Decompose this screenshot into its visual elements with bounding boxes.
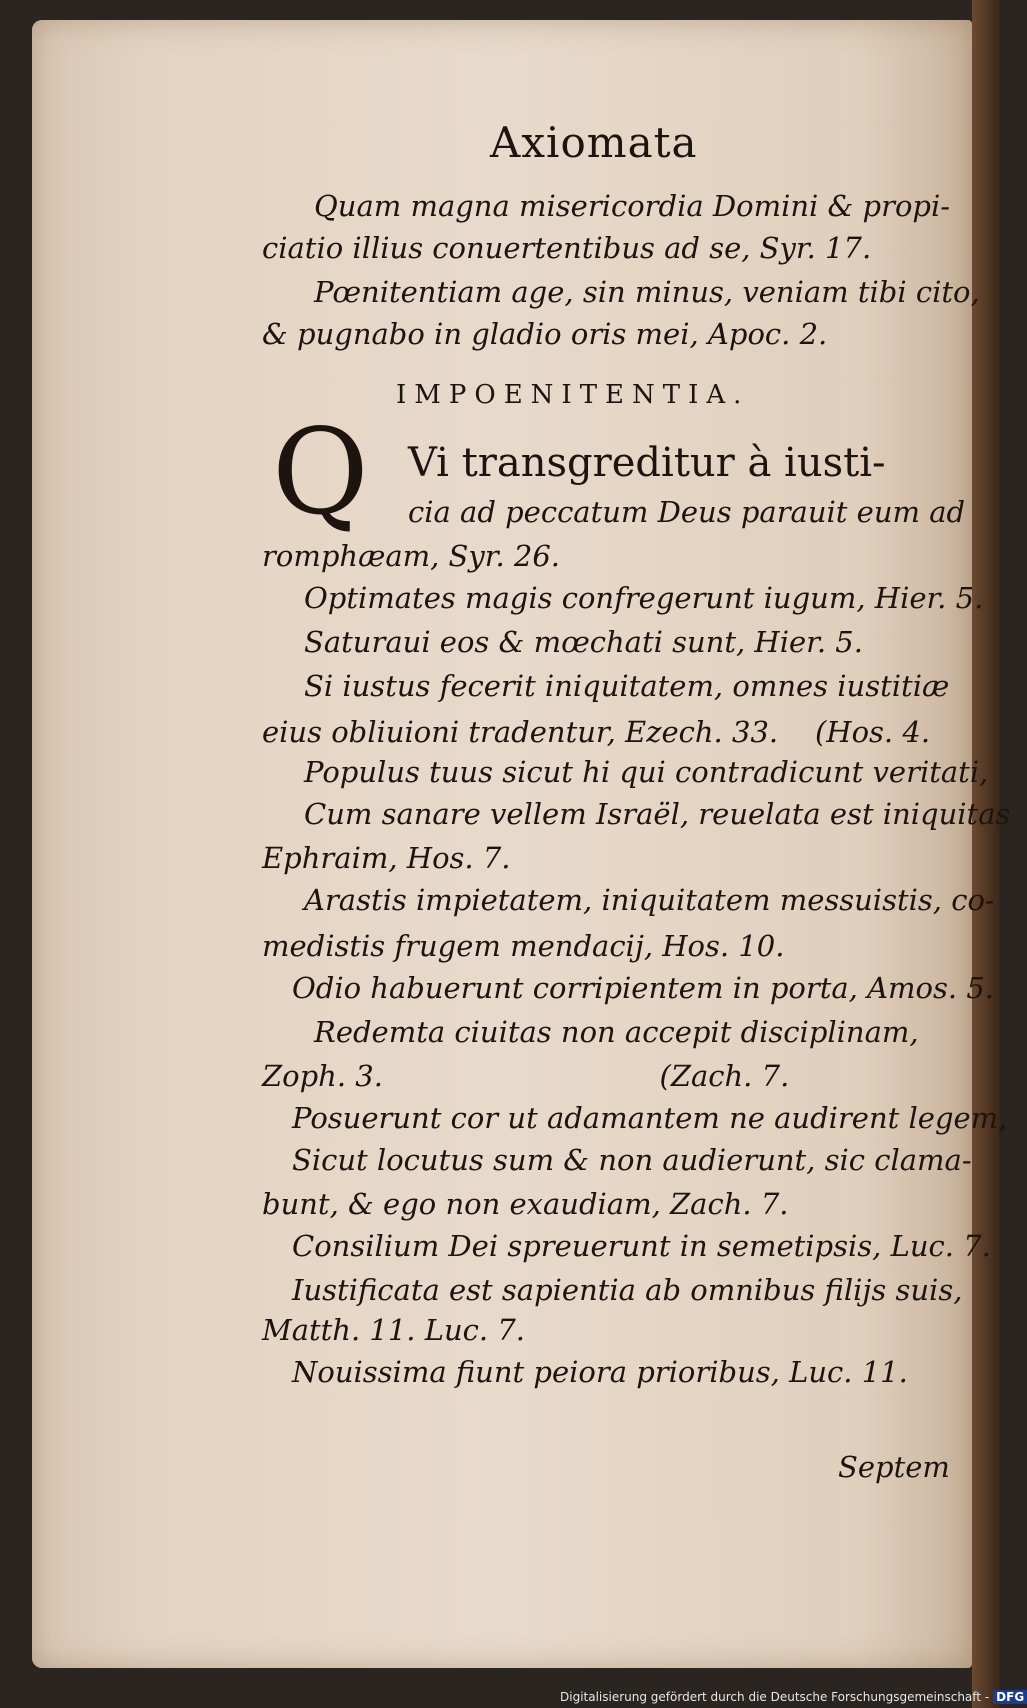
catchword: Septem (838, 1450, 950, 1484)
text-line: Populus tuus sicut hi qui contradicunt veritati, (304, 755, 989, 789)
text-line: Pœnitentiam age, sin minus, veniam tibi cito, (314, 275, 980, 309)
text-line: cia ad peccatum Deus parauit eum ad (408, 495, 966, 529)
text-line: Nouissima fiunt peiora prioribus, Luc. 11. (292, 1355, 908, 1389)
dropcap: Q (272, 403, 369, 541)
text-line: bunt, & ego non exaudiam, Zach. 7. (262, 1187, 789, 1221)
text-line: Iustificata est sapientia ab omnibus filijs suis, (292, 1273, 963, 1307)
text-line: Arastis impietatem, iniquitatem messuistis, co- (304, 883, 995, 917)
text-line: & pugnabo in gladio oris mei, Apoc. 2. (262, 317, 828, 351)
text-line: Sicut locutus sum & non audierunt, sic clama- (292, 1143, 972, 1177)
text-line: romphæam, Syr. 26. (262, 539, 561, 573)
dfg-logo: DFG (993, 1690, 1027, 1704)
text-line: Ephraim, Hos. 7. (262, 841, 511, 875)
text-line: eius obliuioni tradentur, Ezech. 33. (Hos. 4. (262, 715, 931, 749)
running-head: Axiomata (490, 118, 698, 167)
text-line: Si iustus fecerit iniquitatem, omnes iustitiæ (304, 669, 950, 703)
text-line: Saturaui eos & mœchati sunt, Hier. 5. (304, 625, 863, 659)
text-line: Quam magna misericordia Domini & propi- (314, 189, 951, 223)
text-line: Optimates magis confregerunt iugum, Hier. 5. (304, 581, 984, 615)
footer-credit (560, 1690, 1027, 1704)
text-line: ciatio illius conuertentibus ad se, Syr. 17. (262, 231, 872, 265)
text-line: Consilium Dei spreuerunt in semetipsis, Luc. 7. (292, 1229, 991, 1263)
section-title: IMPOENITENTIA. (396, 380, 750, 410)
text-line: Redemta ciuitas non accepit disciplinam, (314, 1015, 919, 1049)
text-line: Odio habuerunt corripientem in porta, Amos. 5. (292, 971, 994, 1005)
page-edge (972, 0, 1000, 1708)
text-line: medistis frugem mendacij, Hos. 10. (262, 929, 785, 963)
text-line: Matth. 11. Luc. 7. (262, 1313, 526, 1347)
text-line: Cum sanare vellem Israël, reuelata est iniquitas (304, 797, 1011, 831)
first-line-large: Vi transgreditur à iusti- (408, 440, 886, 486)
text-line: Posuerunt cor ut adamantem ne audirent legem, (292, 1101, 1008, 1135)
text-line: Zoph. 3. (Zach. 7. (262, 1059, 790, 1093)
footer-text: Digitalisierung gefördert durch die Deutsche Forschungsgemeinschaft - (560, 1690, 990, 1704)
